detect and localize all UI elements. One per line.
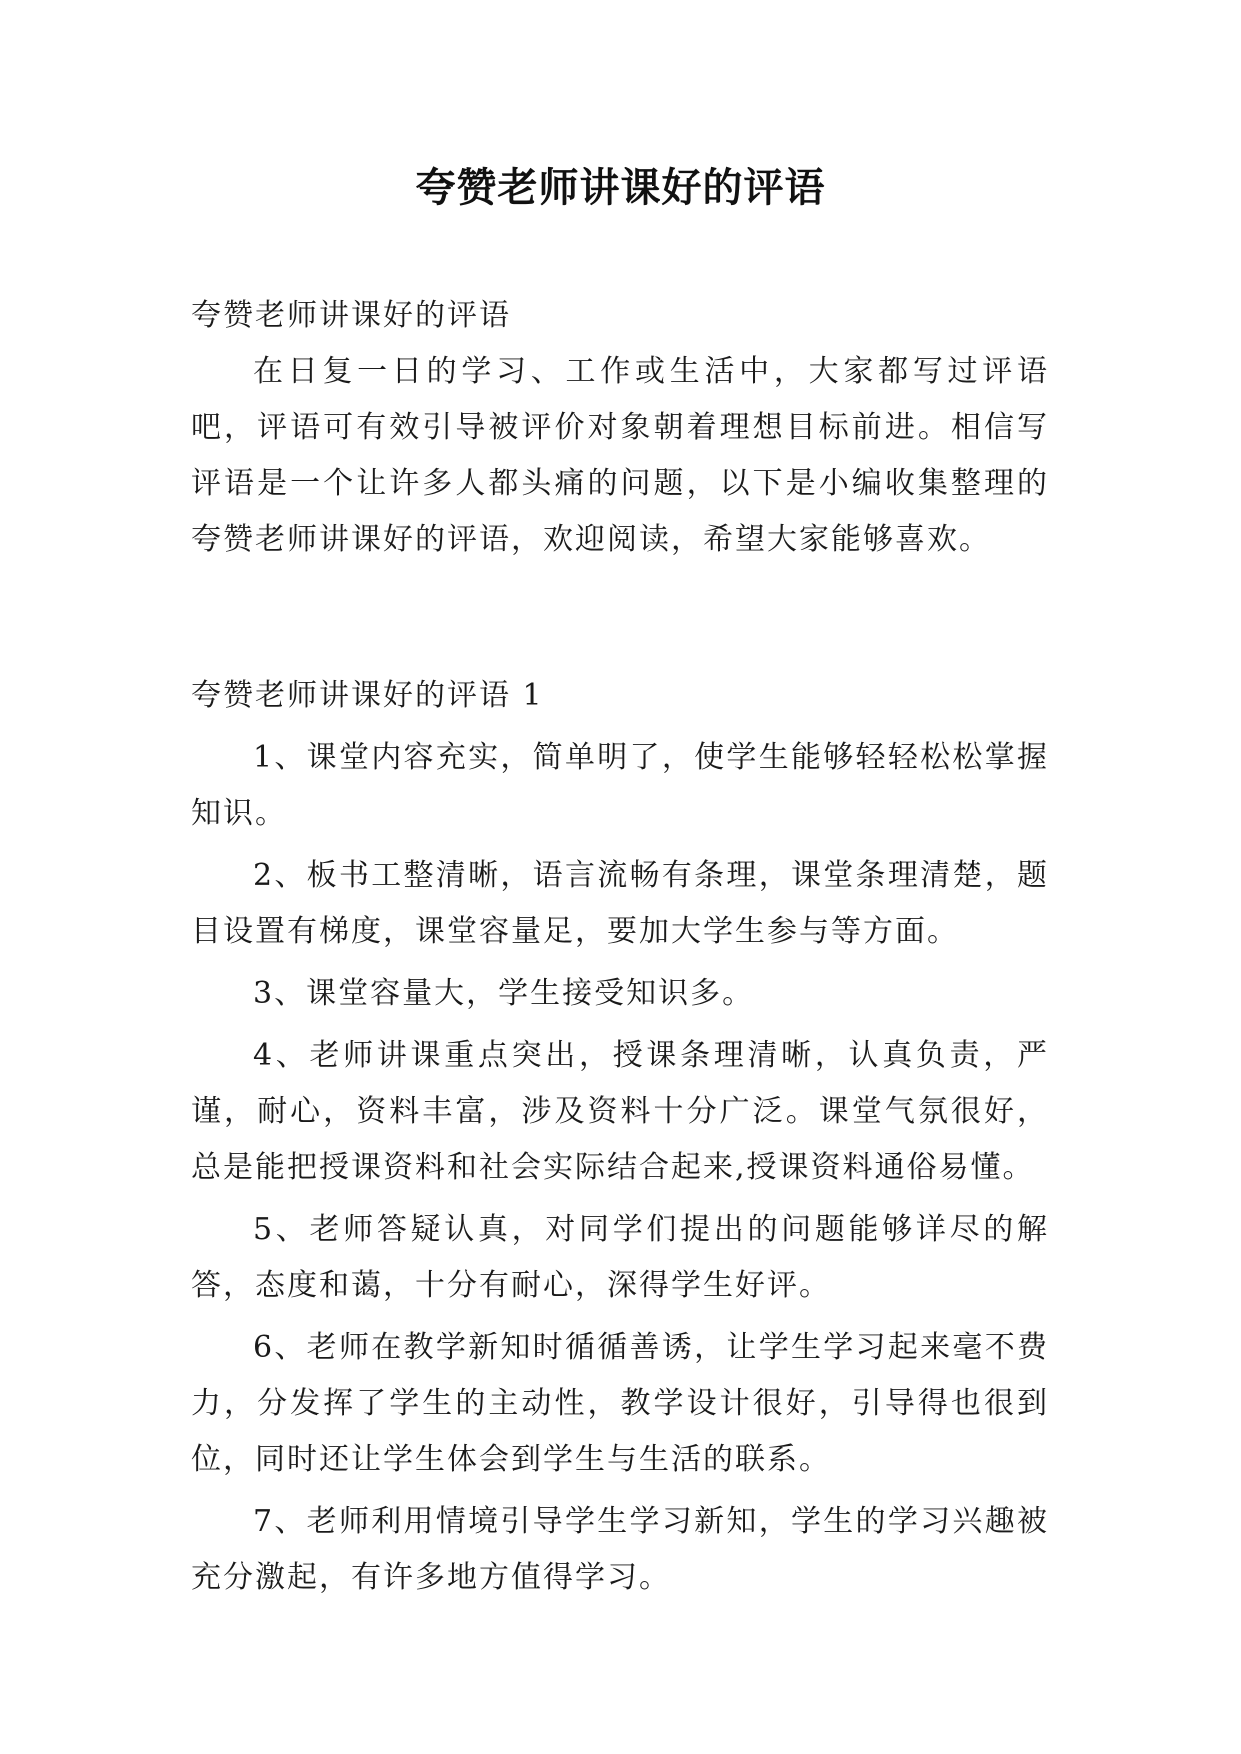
list-item: 7、老师利用情境引导学生学习新知，学生的学习兴趣被充分激起，有许多地方值得学习。 <box>191 1504 1049 1595</box>
intro-paragraph: 在日复一日的学习、工作或生活中，大家都写过评语吧，评语可有效引导被评价对象朝着理想目标前进。相信写评语是一个让许多人都头痛的问题，以下是小编收集整理的夸赞老师讲课好的评语，欢迎阅读，希望大家能够喜欢。 <box>191 354 1049 557</box>
section-heading: 夸赞老师讲课好的评语 1 <box>191 678 544 713</box>
list-item: 6、老师在教学新知时循循善诱，让学生学习起来毫不费力，分发挥了学生的主动性，教学设计很好，引导得也很到位，同时还让学生体会到学生与生活的联系。 <box>191 1330 1049 1477</box>
list-item: 3、课堂容量大，学生接受知识多。 <box>253 976 755 1011</box>
document-title: 夸赞老师讲课好的评语 <box>415 165 826 211</box>
section-spacer <box>191 568 1049 668</box>
list-item: 5、老师答疑认真，对同学们提出的问题能够详尽的解答，态度和蔼，十分有耐心，深得学生好评。 <box>191 1212 1049 1303</box>
list-item: 1、课堂内容充实，简单明了，使学生能够轻轻松松掌握知识。 <box>191 740 1049 831</box>
document-body <box>191 288 1049 1606</box>
intro-heading: 夸赞老师讲课好的评语 <box>191 298 511 333</box>
list-item: 4、老师讲课重点突出，授课条理清晰，认真负责，严谨，耐心，资料丰富，涉及资料十分广泛。课堂气氛很好，总是能把授课资料和社会实际结合起来,授课资料通俗易懂。 <box>191 1038 1049 1185</box>
list-item: 2、板书工整清晰，语言流畅有条理，课堂条理清楚，题目设置有梯度，课堂容量足，要加大学生参与等方面。 <box>191 858 1049 949</box>
